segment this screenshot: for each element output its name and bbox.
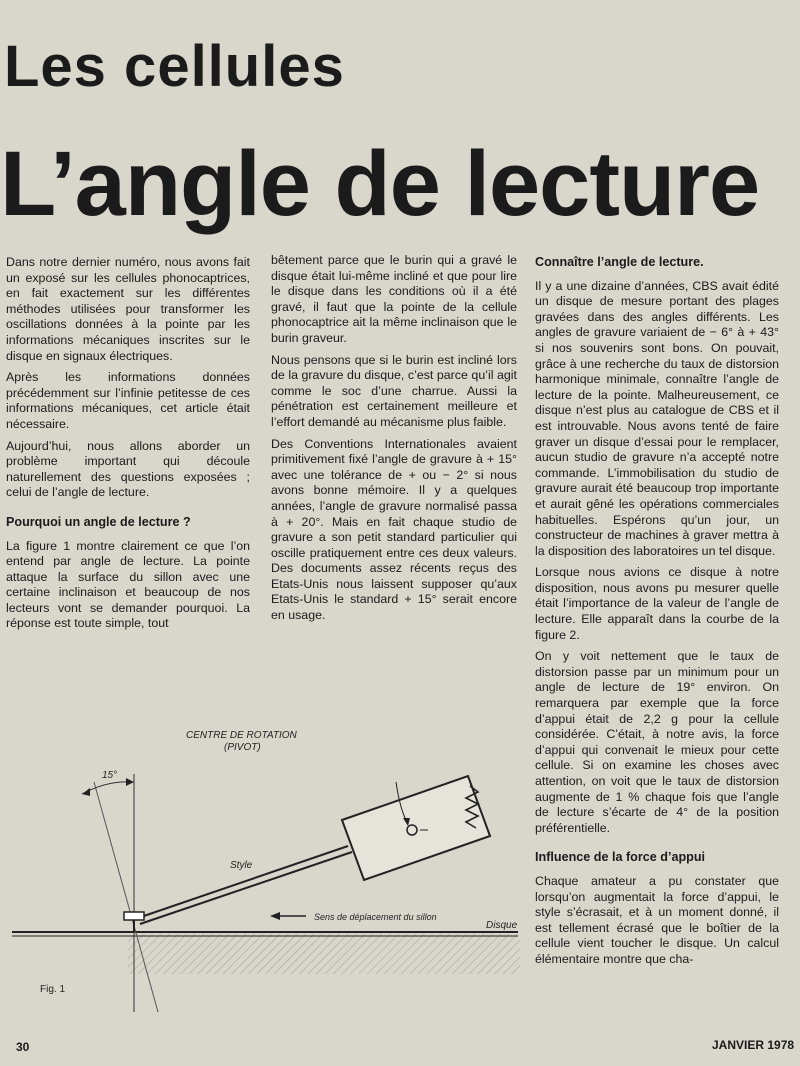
article-title: L’angle de lecture: [0, 133, 760, 235]
paragraph: Dans notre dernier numéro, nous avons fait un exposé sur les cellules phonocaptrices, en fait exactement sur les différentes méthodes utilisées pour transformer les oscillations données à la pointe par les informations mécaniques inscrites sur le disque en signaux électriques.: [6, 255, 250, 363]
pivot-label: CENTRE DE ROTATION: [186, 730, 297, 741]
figure-caption: Fig. 1: [40, 984, 66, 995]
stylus-arm: [138, 846, 348, 918]
style-label: Style: [230, 860, 253, 871]
figure-1: [8, 722, 528, 1022]
paragraph: Lorsque nous avions ce disque à notre disposition, nous avons pu mesurer quelle était l’importance de la valeur de l’angle de lecture. Elle apparaît dans la courbe de la figure 2.: [535, 565, 779, 642]
paragraph: Après les informations données précédemment sur l’infinie petitesse de ces informations mécaniques, cet article était nécessaire.: [6, 370, 250, 431]
paragraph: On y voit nettement que le taux de distorsion passe par un minimum pour un angle de lecture de 19° environ. On remarquera par exemple que la force d’appui était de 2,2 g pour la cellule considérée. C’était, à notre avis, la force d’appui qui convenait le mieux pour cette cellule. Si on examine les choses avec attention, on voit que le taux de distorsion augmente de 1 % chaque fois que l’angle de lecture s’écarte de 4° de la position préférentielle.: [535, 649, 779, 835]
paragraph: Aujourd’hui, nous allons aborder un problème important qui découle naturellement des questions exposées ; celui de l’angle de lecture.: [6, 438, 250, 500]
column-2: [271, 253, 517, 630]
arrow-left-icon: [270, 912, 280, 920]
column-3: [535, 255, 779, 974]
column-1: [6, 255, 250, 638]
section-heading: Pourquoi un angle de lecture ?: [6, 514, 191, 529]
section-heading: Influence de la force d’appui: [535, 850, 706, 865]
angle-label: 15°: [102, 770, 118, 781]
disc-label: Disque: [486, 920, 518, 931]
paragraph: La figure 1 montre clairement ce que l’on entend par angle de lecture. La pointe attaque la surface du sillon avec une certaine inclinaison et beaucoup de nos lecteurs vont se demander pourquoi. La réponse est toute simple, tout: [6, 538, 250, 631]
pivot-sublabel: (PIVOT): [224, 742, 261, 753]
arrow-left-icon: [82, 788, 90, 796]
section-heading: Connaître l’angle de lecture.: [535, 255, 704, 269]
issue-date: JANVIER 1978: [712, 1038, 795, 1052]
direction-label: Sens de déplacement du sillon: [314, 912, 437, 922]
page-number: 30: [16, 1040, 30, 1054]
paragraph: Nous pensons que si le burin est incliné lors de la gravure du disque, c’est parce qu’il agit comme le soc d’une charrue. Aussi la pénétration est certainement meilleure et l’effort demandé au mécanisme plus faible.: [271, 352, 517, 429]
paragraph: bêtement parce que le burin qui a gravé le disque était lui-même incliné et que pour lire le disque dans les conditions où il a été gravé, il faut que la pointe de la cellule phonocaptrice ait la même inclinaison que le burin graveur.: [271, 253, 517, 345]
section-kicker: Les cellules: [4, 34, 345, 99]
disc-hatching: [128, 934, 520, 974]
paragraph: Chaque amateur a pu constater que lorsqu’on augmentait la force d’appui, le style s’écrasait, et à un moment donné, il est tellement écrasé que le boîtier de la cellule vient toucher le disque. Un calcul élémentaire montre que cha-: [535, 873, 779, 966]
stylus-tip-holder: [124, 912, 144, 920]
arrow-right-icon: [126, 778, 134, 786]
stylus-angle-diagram: [8, 722, 528, 1022]
paragraph: Il y a une dizaine d’années, CBS avait édité un disque de mesure portant des plages gravées dans des angles différents. Les angles de gravure variaient de − 6° à + 43° si nos souvenirs sont bons. On pouvait, grâce à une recherche du taux de distorsion harmonique minimale, connaître l’angle de lecture de la pointe. Malheureusement, ce disque n’est plus au catalogue de CBS et il est introuvable. Nous avons tenté de faire graver un disque d’essai pour le remplacer, aucun studio de gravure n’a accepté notre commande. L’immobilisation du studio de gravure aurait été beaucoup trop importante et aurait gêné les opérations commerciales habituelles. Espérons qu’un jour, un constructeur de machines à graver mettra à la disposition des laboratoires un tel disque.: [535, 278, 779, 558]
inclined-reference-line: [94, 782, 158, 1012]
paragraph: Des Conventions Internationales avaient primitivement fixé l’angle de gravure à + 15° avec une tolérance de + ou − 2° si nous avons bonne mémoire. Il y a quelques années, l’angle de gravure normalisé passa à + 20°. Mais en fait chaque studio de gravure a son petit standard particulier qui oscille pratiquement entre ces deux valeurs. Des documents assez récents reçus des Etats-Unis nous laissent supposer qu’aux Etats-Unis le standard + 15° serait encore en usage.: [271, 436, 517, 623]
